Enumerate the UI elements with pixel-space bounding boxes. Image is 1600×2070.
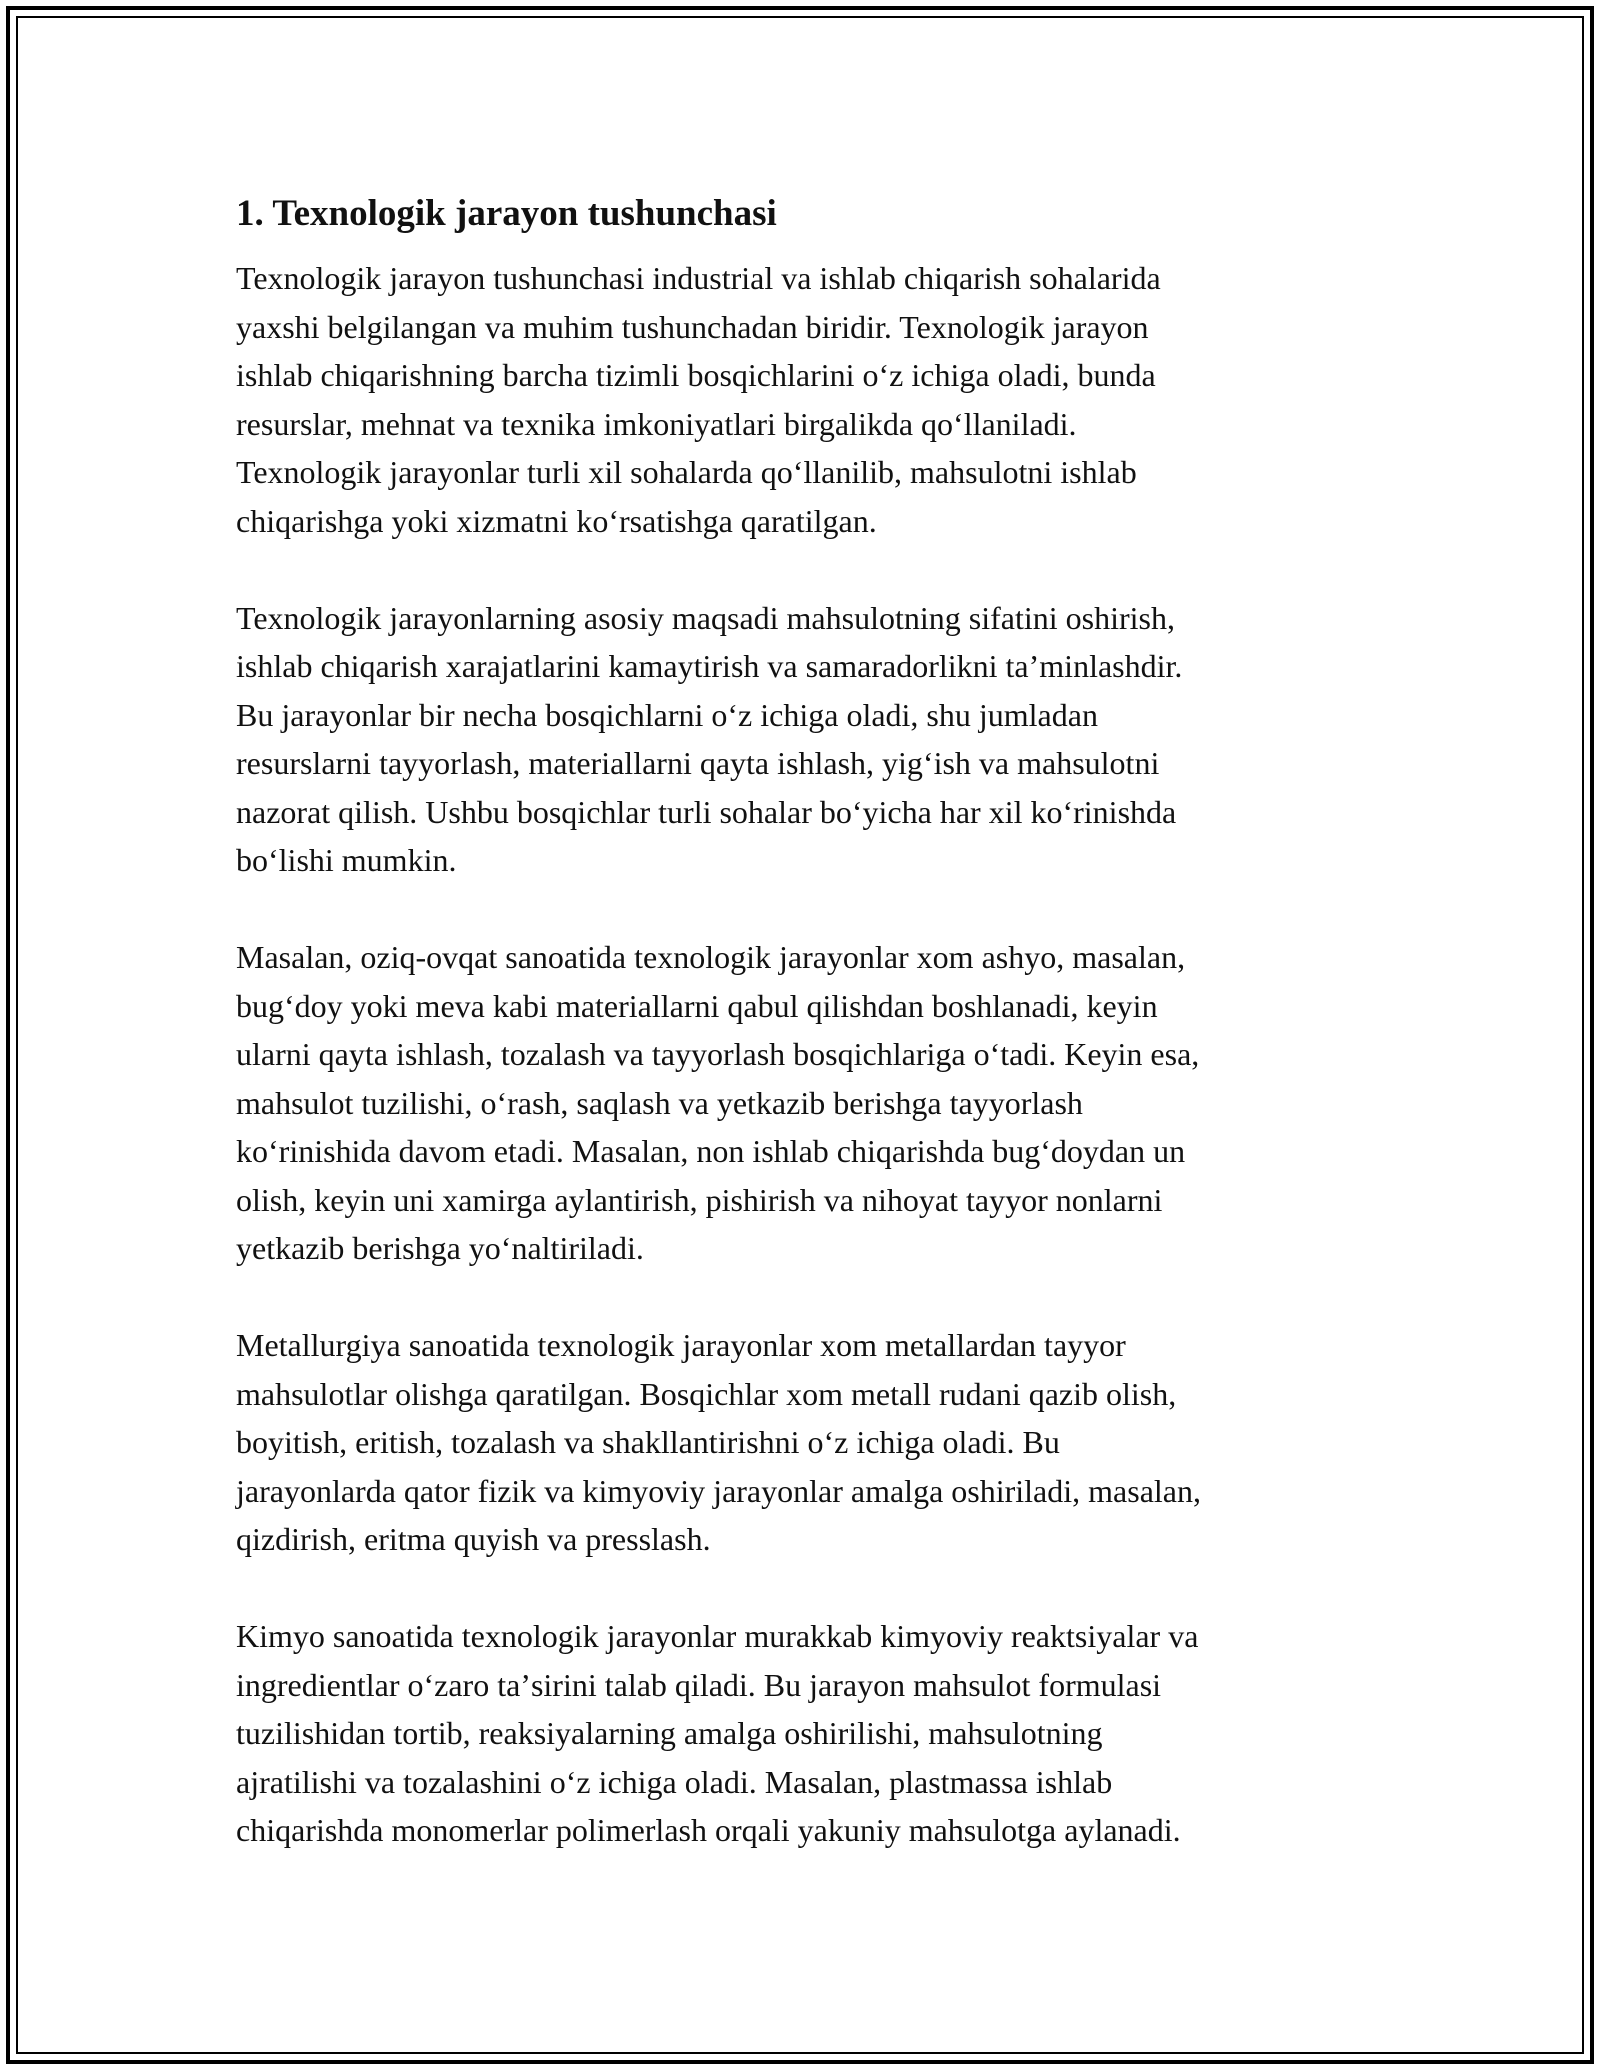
paragraph-line: mahsulotlar olishga qaratilgan. Bosqichlar xom metall rudani qazib olish, — [236, 1375, 1177, 1412]
paragraph-line: chiqarishda monomerlar polimerlash orqali yakuniy mahsulotga aylanadi. — [236, 1812, 1181, 1848]
paragraph-line: Texnologik jarayon tushunchasi industrial va ishlab chiqarish sohalarida — [236, 260, 1161, 296]
paragraph-line: Masalan, oziq-ovqat sanoatida texnologik jarayonlar xom ashyo, masalan, — [236, 939, 1186, 975]
paragraph-line: koʻrinishida davom etadi. Masalan, non ishlab chiqarishda bugʻdoydan un — [236, 1133, 1186, 1169]
paragraph-line: resurslar, mehnat va texnika imkoniyatlari birgalikda qoʻllaniladi. — [236, 405, 1077, 442]
section-heading: 1. Texnologik jarayon tushunchasi — [236, 193, 777, 234]
paragraph-line: bugʻdoy yoki meva kabi materiallarni qabul qilishdan boshlanadi, keyin — [236, 987, 1158, 1024]
paragraph-line: ularni qayta ishlash, tozalash va tayyorlash bosqichlariga oʻtadi. Keyin esa, — [236, 1036, 1200, 1072]
paragraph-1 — [236, 254, 1376, 545]
paragraph-line: ingredientlar oʻzaro taʼsirini talab qiladi. Bu jarayon mahsulot formulasi — [236, 1666, 1162, 1703]
paragraph-line: qizdirish, eritma quyish va presslash. — [236, 1521, 711, 1557]
paragraph-2 — [236, 594, 1376, 885]
paragraph-line: jarayonlarda qator fizik va kimyoviy jarayonlar amalga oshiriladi, masalan, — [236, 1472, 1201, 1509]
paragraph-line: resurslarni tayyorlash, materiallarni qayta ishlash, yigʻish va mahsulotni — [236, 745, 1160, 781]
document-body — [236, 186, 1376, 1903]
paragraph-line: chiqarishga yoki xizmatni koʻrsatishga qaratilgan. — [236, 502, 877, 539]
paragraph-line: ishlab chiqarishning barcha tizimli bosqichlarini oʻz ichiga oladi, bunda — [236, 357, 1156, 393]
paragraph-line: ishlab chiqarish xarajatlarini kamaytirish va samaradorlikni taʼminlashdir. — [236, 648, 1183, 684]
paragraph-line: boʻlishi mumkin. — [236, 842, 457, 878]
paragraph-line: Texnologik jarayonlarning asosiy maqsadi mahsulotning sifatini oshirish, — [236, 599, 1175, 636]
paragraph-line: ajratilishi va tozalashini oʻz ichiga oladi. Masalan, plastmassa ishlab — [236, 1763, 1113, 1800]
paragraph-line: boyitish, eritish, tozalash va shakllantirishni oʻz ichiga oladi. Bu — [236, 1424, 1060, 1460]
paragraph-line: mahsulot tuzilishi, oʻrash, saqlash va yetkazib berishga tayyorlash — [236, 1084, 1083, 1121]
paragraph-4 — [236, 1321, 1376, 1564]
paragraph-line: olish, keyin uni xamirga aylantirish, pishirish va nihoyat tayyor nonlarni — [236, 1181, 1163, 1218]
paragraph-line: Metallurgiya sanoatida texnologik jarayonlar xom metallardan tayyor — [236, 1327, 1126, 1363]
paragraph-line: tuzilishidan tortib, reaksiyalarning amalga oshirilishi, mahsulotning — [236, 1715, 1103, 1751]
paragraph-line: yetkazib berishga yoʻnaltiriladi. — [236, 1230, 644, 1266]
paragraph-5 — [236, 1612, 1376, 1855]
paragraph-line: Texnologik jarayonlar turli xil sohalarda qoʻllanilib, mahsulotni ishlab — [236, 454, 1137, 490]
paragraph-line: nazorat qilish. Ushbu bosqichlar turli sohalar boʻyicha har xil koʻrinishda — [236, 793, 1177, 830]
paragraph-line: yaxshi belgilangan va muhim tushunchadan biridir. Texnologik jarayon — [236, 308, 1149, 345]
paragraph-line: Bu jarayonlar bir necha bosqichlarni oʻz ichiga oladi, shu jumladan — [236, 696, 1098, 733]
paragraph-3 — [236, 933, 1376, 1273]
paragraph-line: Kimyo sanoatida texnologik jarayonlar murakkab kimyoviy reaktsiyalar va — [236, 1618, 1199, 1654]
